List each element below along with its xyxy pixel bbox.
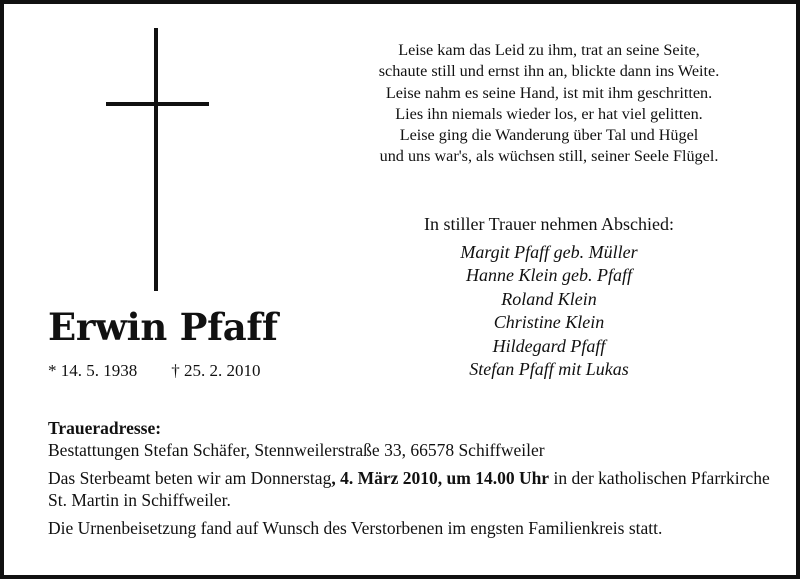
mourners-list <box>314 241 784 381</box>
mourner-name: Christine Klein <box>493 312 605 333</box>
service-text-pre: Das Sterbeamt beten wir am Donnerstag <box>48 468 332 488</box>
mourner-name: Hanne Klein geb. Pfaff <box>466 265 632 286</box>
life-dates <box>48 360 261 382</box>
service-text-post: in der katholischen Pfarrkirche St. Martin in Schiffweiler. <box>48 468 770 510</box>
mourner-name: Roland Klein <box>501 288 597 309</box>
birth-date: * 14. 5. 1938 <box>48 361 138 380</box>
mourner-name: Hildegard Pfaff <box>492 335 606 356</box>
urn-note: Die Urnenbeisetzung fand auf Wunsch des Verstorbenen im engsten Familienkreis statt. <box>48 518 663 538</box>
poem-line: Leise kam das Leid zu ihm, trat an seine Seite, <box>398 41 700 59</box>
poem-line: schaute still und ernst ihn an, blickte dann ins Weite. <box>378 62 720 81</box>
cross-icon-horizontal <box>106 102 209 106</box>
deceased-name: Erwin Pfaff <box>48 305 278 349</box>
poem-line: Leise nahm es seine Hand, ist mit ihm geschritten. <box>385 83 713 102</box>
mourners-heading: In stiller Trauer nehmen Abschied: <box>424 214 674 234</box>
poem <box>314 40 784 168</box>
poem-line: und uns war's, als wüchsen still, seiner Seele Flügel. <box>379 147 719 166</box>
poem-line: Lies ihn niemals wieder los, er hat viel gelitten. <box>395 104 703 123</box>
notice-footer <box>48 417 778 539</box>
cross-icon-vertical <box>154 28 158 291</box>
address-label: Traueradresse: <box>48 418 162 438</box>
funeral-address: Bestattungen Stefan Schäfer, Stennweilerstraße 33, 66578 Schiffweiler <box>48 440 545 460</box>
poem-line: Leise ging die Wanderung über Tal und Hügel <box>399 126 699 145</box>
mourner-name: Margit Pfaff geb. Müller <box>460 242 638 262</box>
service-date-time: , 4. März 2010, um 14.00 Uhr <box>331 468 550 488</box>
service-info <box>48 467 778 511</box>
death-date: † 25. 2. 2010 <box>171 361 261 380</box>
mourner-name: Stefan Pfaff mit Lukas <box>469 359 629 380</box>
